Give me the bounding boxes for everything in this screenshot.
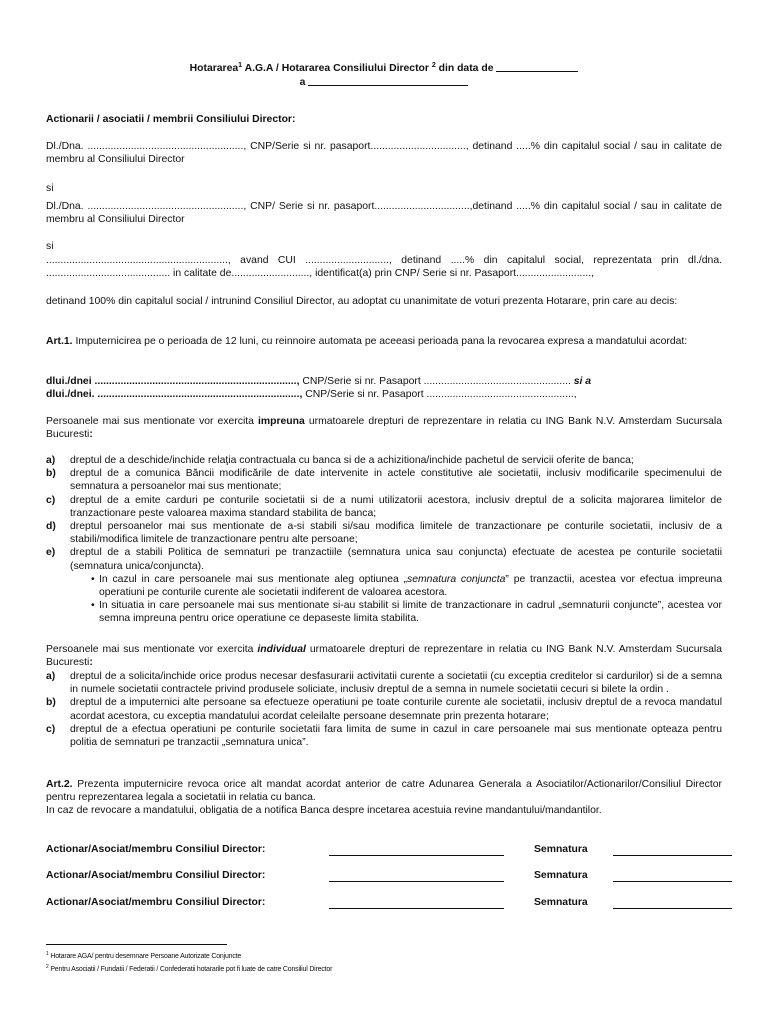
name-line[interactable] — [329, 881, 504, 882]
footnote-ref-2: 2 — [431, 62, 436, 69]
individual-rights-list — [46, 670, 722, 749]
list-item: a) dreptul de a deschide/inchide relaţia contractuala cu banca si de a achizitiona/inchide pachetul de servicii oferite de banca; — [46, 455, 634, 466]
list-item: e) dreptul de a stabili Politica de semnaturi pe tranzactiile (semnatura unica sau conjuncta) efectuate de acestea pe conturile societatii (semnatura unica/conjuncta). — [46, 547, 722, 572]
mandatary-2: dlui./dnei. ......................................................................, CNP/Serie si nr. Pasaport ..................................................., — [46, 389, 577, 400]
footnote-divider — [46, 944, 227, 945]
mandatary-1: dlui./dnei ......................................................................, CNP/Serie si nr. Pasaport ................................................... si a — [46, 376, 592, 387]
signature-line[interactable] — [613, 908, 732, 909]
article-1: Art.1. Imputernicirea pe o perioada de 12 luni, cu reinnoire automata pe aceeasi perioada pana la revocarea expresa a mandatului acordat: — [46, 336, 688, 347]
list-item: c) dreptul de a emite carduri pe conturile societatii si de a numi utilizatorii acestora, inclusiv dreptul de a solicita majorarea limitelor de tranzactionare peste valoarea maxima standard stabilita de banca; — [46, 494, 722, 519]
name-line[interactable] — [329, 908, 504, 909]
list-item: c) dreptul de a efectua operatiuni pe conturile societatii fara limita de sume in cazul in care persoanele mai sus mentionate opteaza pentru politia de semnaturi pe tranzactii „semnatura unica”. — [46, 723, 722, 749]
conjunction-si: si — [46, 183, 54, 194]
document-title: Hotararea$^1$ A.G.A / Hotararea Consiliului Director $^2$ din data de — [46, 61, 722, 75]
signature-row: Actionar/Asociat/membru Consiliul Director: Semnatura — [46, 843, 722, 859]
section-heading: Actionarii / asociatii / membrii Consiliului Director: — [46, 114, 296, 125]
article-1-label: Art.1. — [46, 336, 73, 347]
bullet-item: • In cazul in care persoanele mai sus mentionate aleg optiunea „semnatura conjuncta” pe tranzactii, acestea vor efectua impreuna operatiuni pe conturile curente ale societatii indiferent de valoarea acestora. — [91, 573, 722, 599]
document-subtitle: a — [46, 75, 722, 89]
shareholder-company: ..............................................................., avand CUI ............................., detinand .....% din capitalul social, reprezentata prin dl./dna. ........................................... in calitate de..........................., identificat(a) prin CNP/ Serie si nr. Pasaport.........................., — [46, 255, 722, 280]
article-2: Art.2. Prezenta imputernicire revoca orice alt mandat acordat anterior de catre Adunarea Generala a Asociatilor/Actionarilor/Consiliul Director pentru reprezentarea legala a societatii in relatia cu banca. In caz de revocare a mandatului, obligatia de a notifica Banca despre incetarea acestuia revine mandantului/mandantilor. — [46, 779, 722, 817]
date-blank-line — [496, 61, 578, 72]
joint-rights-list — [46, 454, 722, 626]
signature-line[interactable] — [613, 855, 732, 856]
individual-rights-intro: Persoanele mai sus mentionate vor exercita individual urmatoarele drepturi de reprezentare in relatia cu ING Bank N.V. Amsterdam Sucursala Bucuresti: — [46, 644, 723, 669]
intro-paragraph: detinand 100% din capitalul social / intrunind Consiliul Director, au adoptat cu unanimitate de voturi prezenta Hotarare, prin care au decis: — [46, 296, 678, 307]
signature-row: Actionar/Asociat/membru Consiliul Director: Semnatura — [46, 869, 722, 885]
name-line[interactable] — [329, 855, 504, 856]
signature-row: Actionar/Asociat/membru Consiliul Director: Semnatura — [46, 896, 722, 912]
place-blank-line — [308, 75, 468, 86]
signature-line[interactable] — [613, 881, 732, 882]
list-item: b) dreptul de a imputernici alte persoane sa efectueze operatiuni pe toate conturile curente ale societatii, inclusiv dreptul de a revoca mandatul acordat acestora, cu exceptia mandatului acordat celeilalte persoane desemnate prin prezenta hotarare; — [46, 697, 722, 722]
list-item: d) dreptul persoanelor mai sus mentionate de a-si stabili si/sau modifica limitele de tranzactionare pe conturile societatii, inclusiv de a stabili/modifica limitele de tranzactionare pentru alte persoane; — [46, 521, 722, 546]
joint-rights-intro: Persoanele mai sus mentionate vor exercita impreuna urmatoarele drepturi de reprezentare in relatia cu ING Bank N.V. Amsterdam Sucursala Bucuresti: — [46, 416, 723, 441]
shareholder-2: Dl./Dna. ......................................................, CNP/ Serie si nr. pasaport.................................,detinand .....% din capitalul social / sau in calitate de membru al Consiliului Director — [46, 201, 722, 226]
article-2-label: Art.2. — [46, 779, 73, 790]
bullet-item: • In situatia in care persoanele mai sus mentionate si-au stabilit si limite de tranzactionare in cadrul „semnaturii conjuncte”, acestea vor semna impreuna pentru orice operatiune ce depaseste limita stabilita. — [91, 600, 722, 625]
footnote-1: $^1$ Hotarare AGA/ pentru desemnare Persoane Autorizate Conjuncte — [46, 951, 242, 960]
list-item: b) dreptul de a comunica Băncii modificările de date intervenite in actele constitutive ale societatii, inclusiv modificarile specimenului de semnatura a persoanelor mai sus mentionate; — [46, 468, 722, 493]
footnote-ref-1: 1 — [238, 62, 243, 69]
footnote-2: $^2$ Pentru Asociatii / Fundatii / Federatii / Confederatii hotararile pot fi luate de catre Consiliul Director — [46, 964, 333, 973]
list-item: a) dreptul de a solicita/inchide orice produs necesar desfasurarii activitatii curente a societatii (cu exceptia creditelor si cardurilor) si de a semna in numele societatii contractele privind produsele soliciate, inclusiv dreptul de a semna in numele societatii cecuri si bilete la ordin . — [46, 671, 722, 696]
conjunction-si: si — [46, 241, 54, 252]
shareholder-1: Dl./Dna. ......................................................, CNP/Serie si nr. pasaport................................., detinand .....% din capitalul social / sau in calitate de membru al Consiliului Director — [46, 141, 722, 166]
